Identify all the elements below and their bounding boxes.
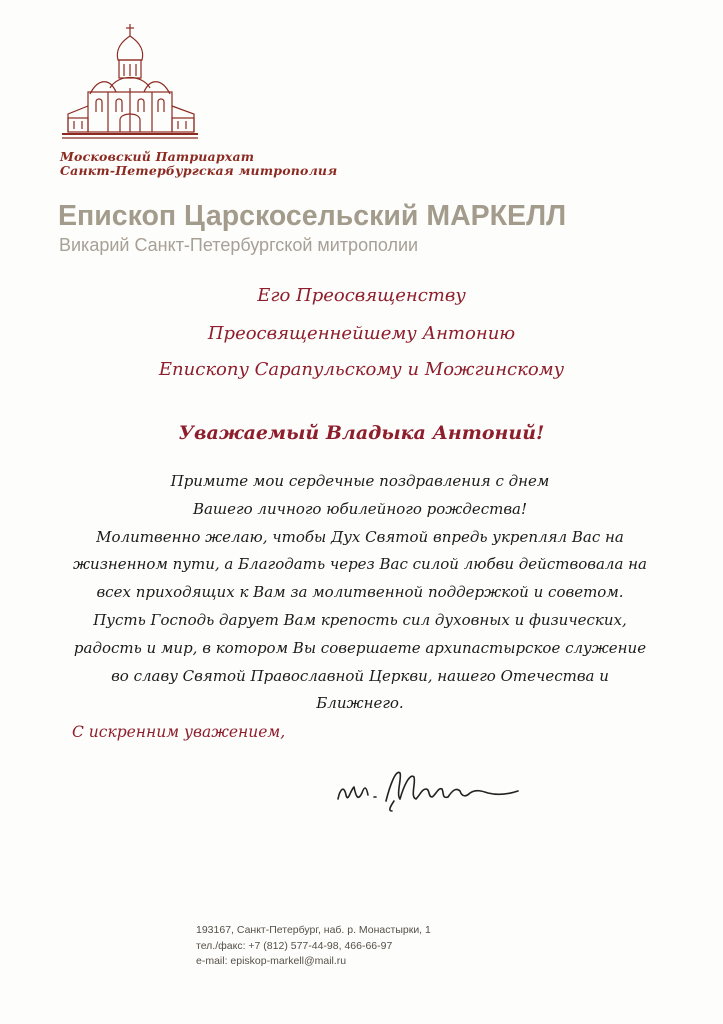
bishop-title: Епископ Царскосельский МАРКЕЛЛ [58, 200, 567, 232]
letter-body [50, 468, 670, 718]
patriarchate-line2: Санкт-Петербургская митрополия [60, 163, 338, 178]
greeting: Уважаемый Владыка Антоний! [178, 422, 545, 444]
addressee-line-3: Епископу Сарапульскому и Можгинскому [158, 359, 565, 380]
body-line: Пусть Господь дарует Вам крепость сил духовных и физических, [93, 610, 627, 629]
body-line: во славу Святой Православной Церкви, нашего Отечества и [111, 666, 609, 685]
body-line: радость и мир, в котором Вы совершаете архипастырское служение [73, 638, 647, 657]
addressee-line-1: Его Преосвященству [257, 285, 466, 306]
body-line: жизненном пути, а Благодать через Вас силой любви действовала на [73, 555, 647, 574]
footer-address: 193167, Санкт-Петербург, наб. р. Монастырки, 1 [196, 924, 431, 936]
body-line: всех приходящих к Вам за молитвенной поддержкой и советом. [96, 583, 624, 602]
cathedral-logo-icon [60, 22, 200, 162]
signature-icon [330, 755, 530, 825]
closing: С искренним уважением, [72, 723, 286, 741]
bishop-subtitle: Викарий Санкт-Петербургской митрополии [59, 235, 419, 255]
body-line: Вашего личного юбилейного рождества! [192, 499, 528, 518]
contact-footer [196, 923, 526, 970]
body-line: Ближнего. [316, 694, 404, 713]
body-line: Примите мои сердечные поздравления с днем [170, 472, 550, 490]
footer-phone: тел./факс: +7 (812) 577-44-98, 466-66-97 [196, 939, 393, 952]
patriarchate-caption [60, 149, 338, 178]
patriarchate-line1: Московский Патриархат [60, 149, 255, 164]
addressee-line-2: Преосвященнейшему Антонию [207, 323, 516, 344]
footer-email: e-mail: episkop-markell@mail.ru [196, 955, 347, 967]
body-line: Молитвенно желаю, чтобы Дух Святой впредь укреплял Вас на [96, 527, 624, 546]
